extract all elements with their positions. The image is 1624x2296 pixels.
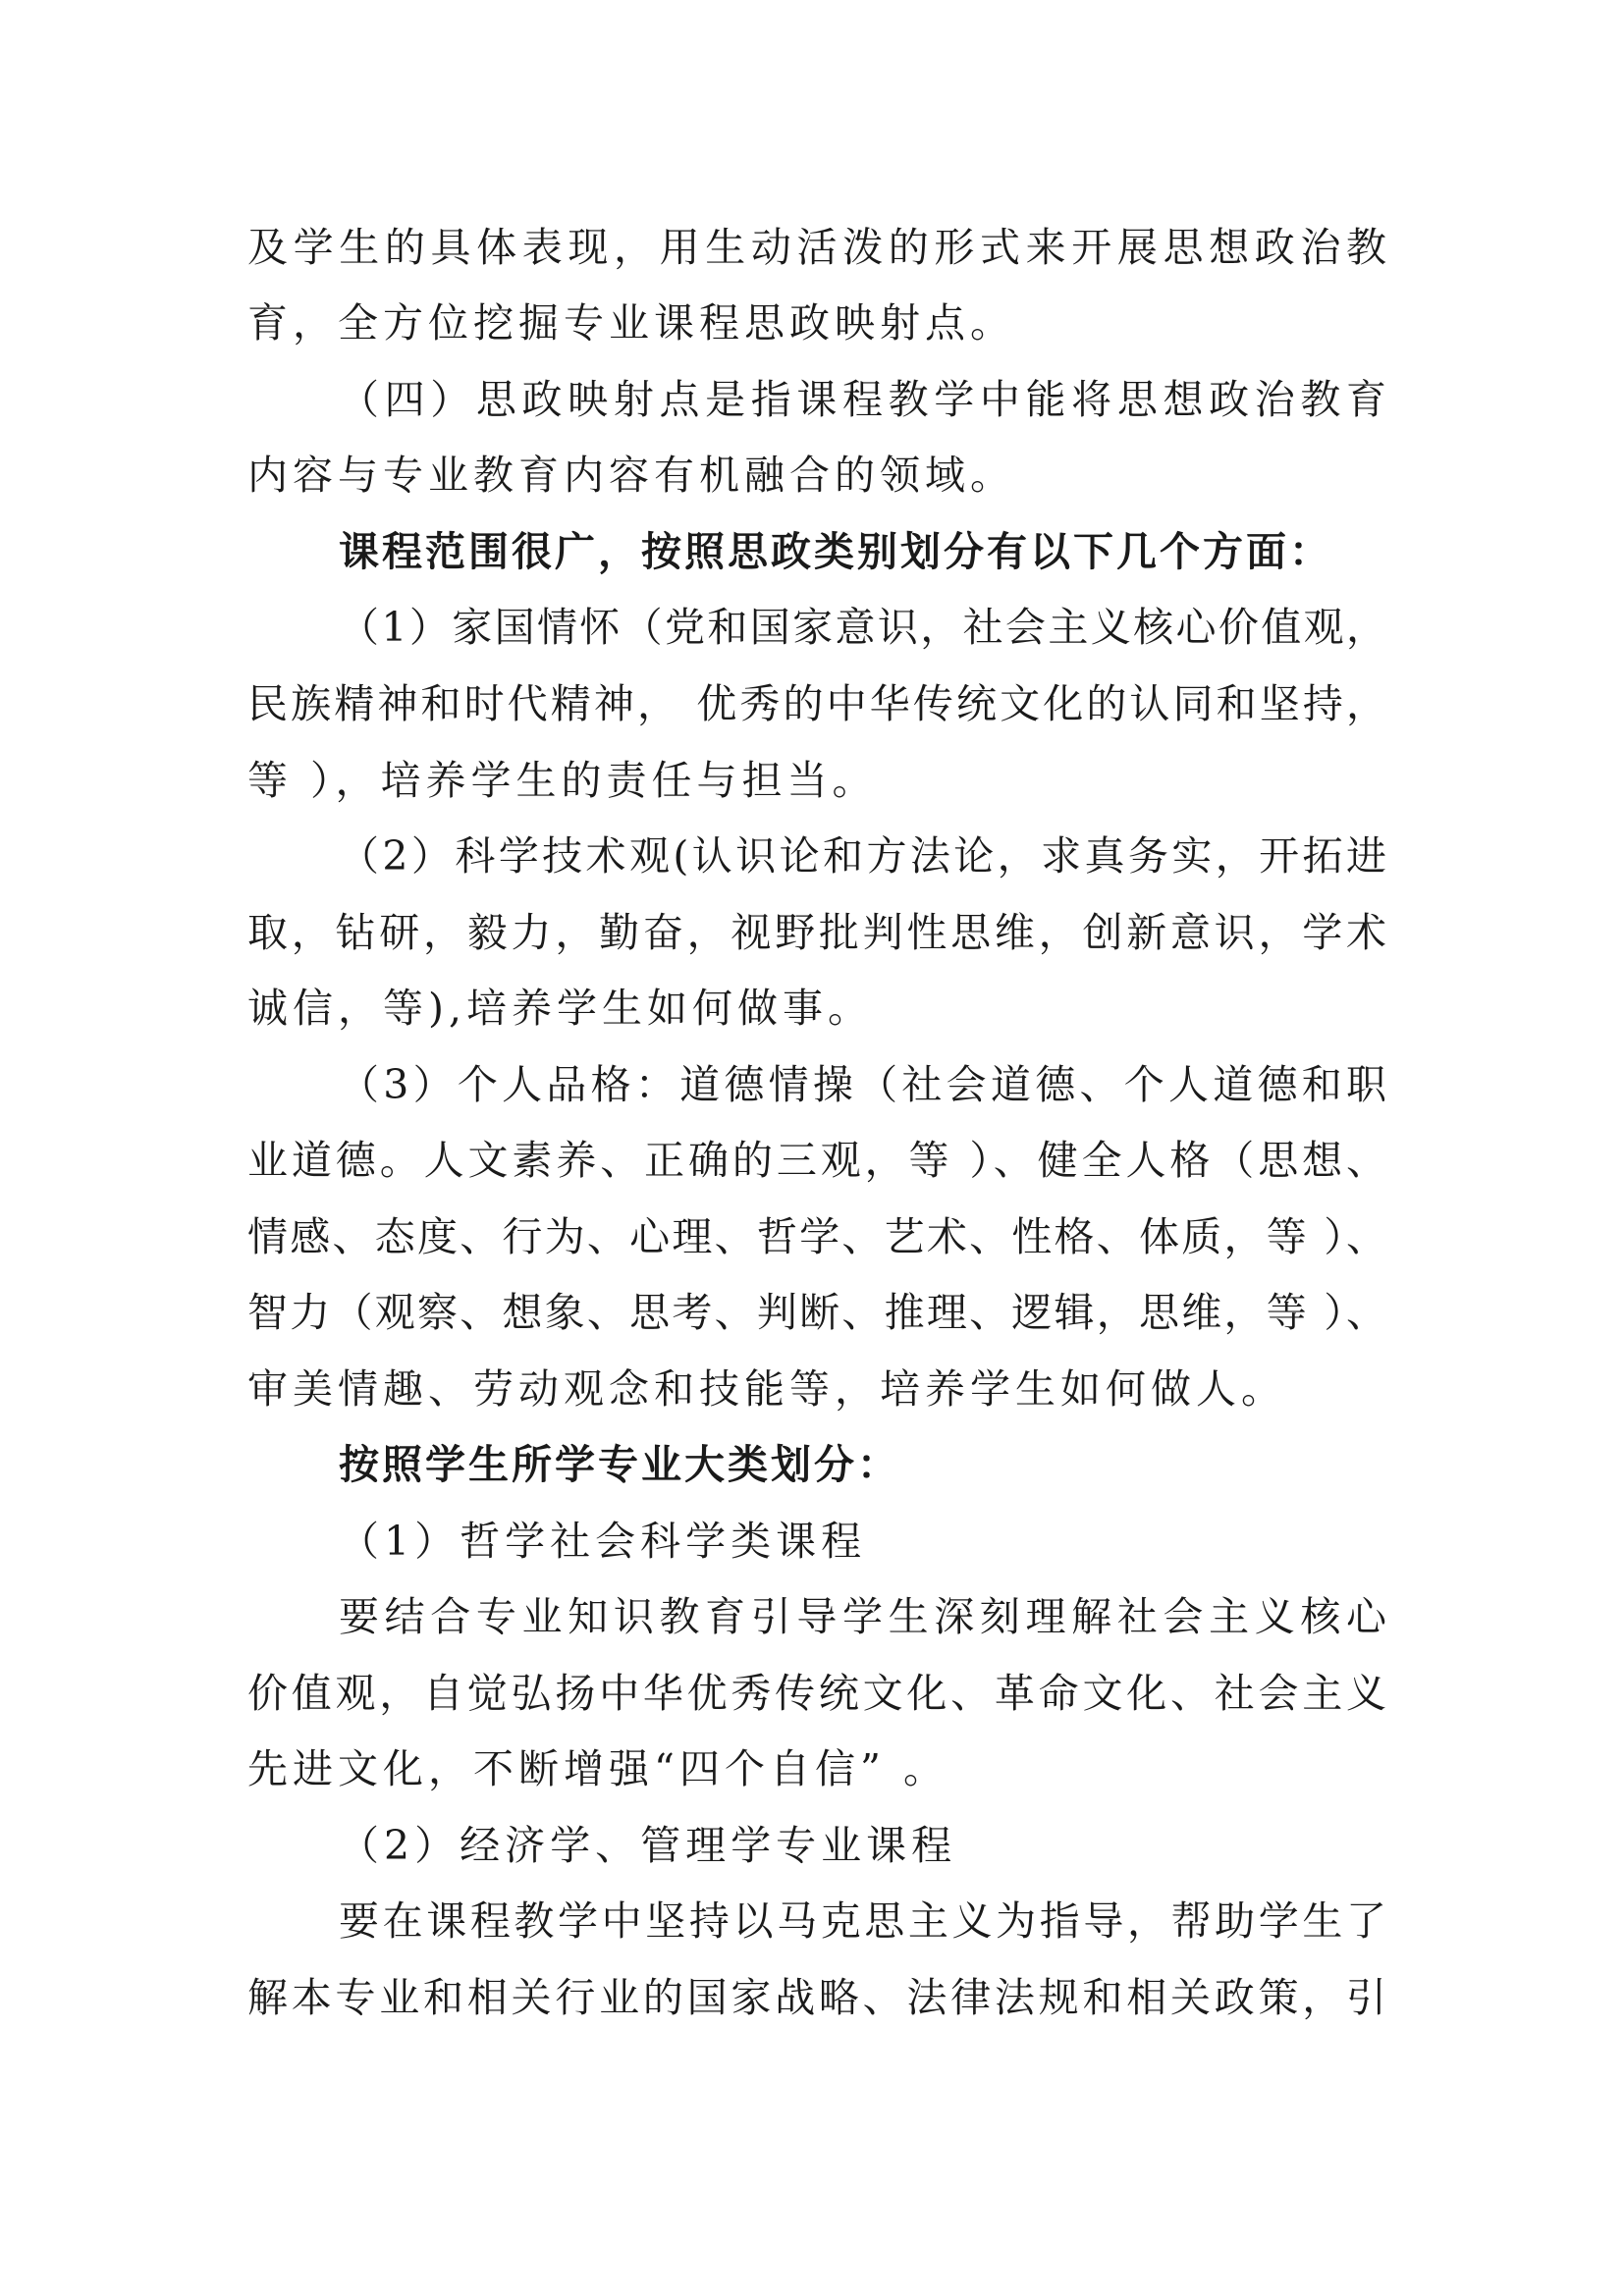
text-line: （四）思政映射点是指课程教学中能将思想政治教育 [339,376,1386,423]
text-line: 智力（观察、想象、思考、判断、推理、逻辑，思维，等 ）、 [247,1289,1386,1336]
text-line: 价值观，自觉弘扬中华优秀传统文化、革命文化、社会主义 [247,1670,1386,1717]
text-line: 内容与专业教育内容有机融合的领域。 [247,452,1015,499]
text-line: 育，全方位挖掘专业课程思政映射点。 [247,299,1015,347]
text-line: 先进文化，不断增强“四个自信” 。 [247,1745,948,1792]
text-line: 审美情趣、劳动观念和技能等，培养学生如何做人。 [247,1365,1286,1413]
text-line: （2）科学技术观(认识论和方法论，求真务实，开拓进 [339,832,1386,880]
text-line: 业道德。人文素养、正确的三观，等 ）、健全人格（思想、 [247,1137,1386,1184]
text-line: 解本专业和相关行业的国家战略、法律法规和相关政策，引 [247,1974,1386,2021]
text-line: 要在课程教学中坚持以马克思主义为指导，帮助学生了 [339,1897,1386,1945]
text-line: 及学生的具体表现，用生动活泼的形式来开展思想政治教 [247,224,1386,271]
text-line: 民族精神和时代精神， 优秀的中华传统文化的认同和坚持， [247,680,1386,727]
text-line: （1）家国情怀（党和国家意识，社会主义核心价值观， [339,604,1386,651]
subheading: （2）经济学、管理学专业课程 [339,1822,957,1869]
text-line: 情感、态度、行为、心理、哲学、艺术、性格、体质，等 ）、 [247,1213,1386,1260]
text-line: （3）个人品格：道德情操（社会道德、个人道德和职 [339,1061,1386,1108]
subheading: （1）哲学社会科学类课程 [339,1518,867,1565]
text-line: 诚信，等),培养学生如何做事。 [247,985,874,1032]
text-line: 要结合专业知识教育引导学生深刻理解社会主义核心 [339,1593,1386,1640]
text-line: 等 ），培养学生的责任与担当。 [247,757,878,804]
section-heading: 课程范围很广，按照思政类别划分有以下几个方面： [339,528,1332,575]
text-line: 取，钻研，毅力，勤奋，视野批判性思维，创新意识，学术 [247,909,1386,956]
section-heading: 按照学生所学专业大类划分： [339,1441,900,1488]
